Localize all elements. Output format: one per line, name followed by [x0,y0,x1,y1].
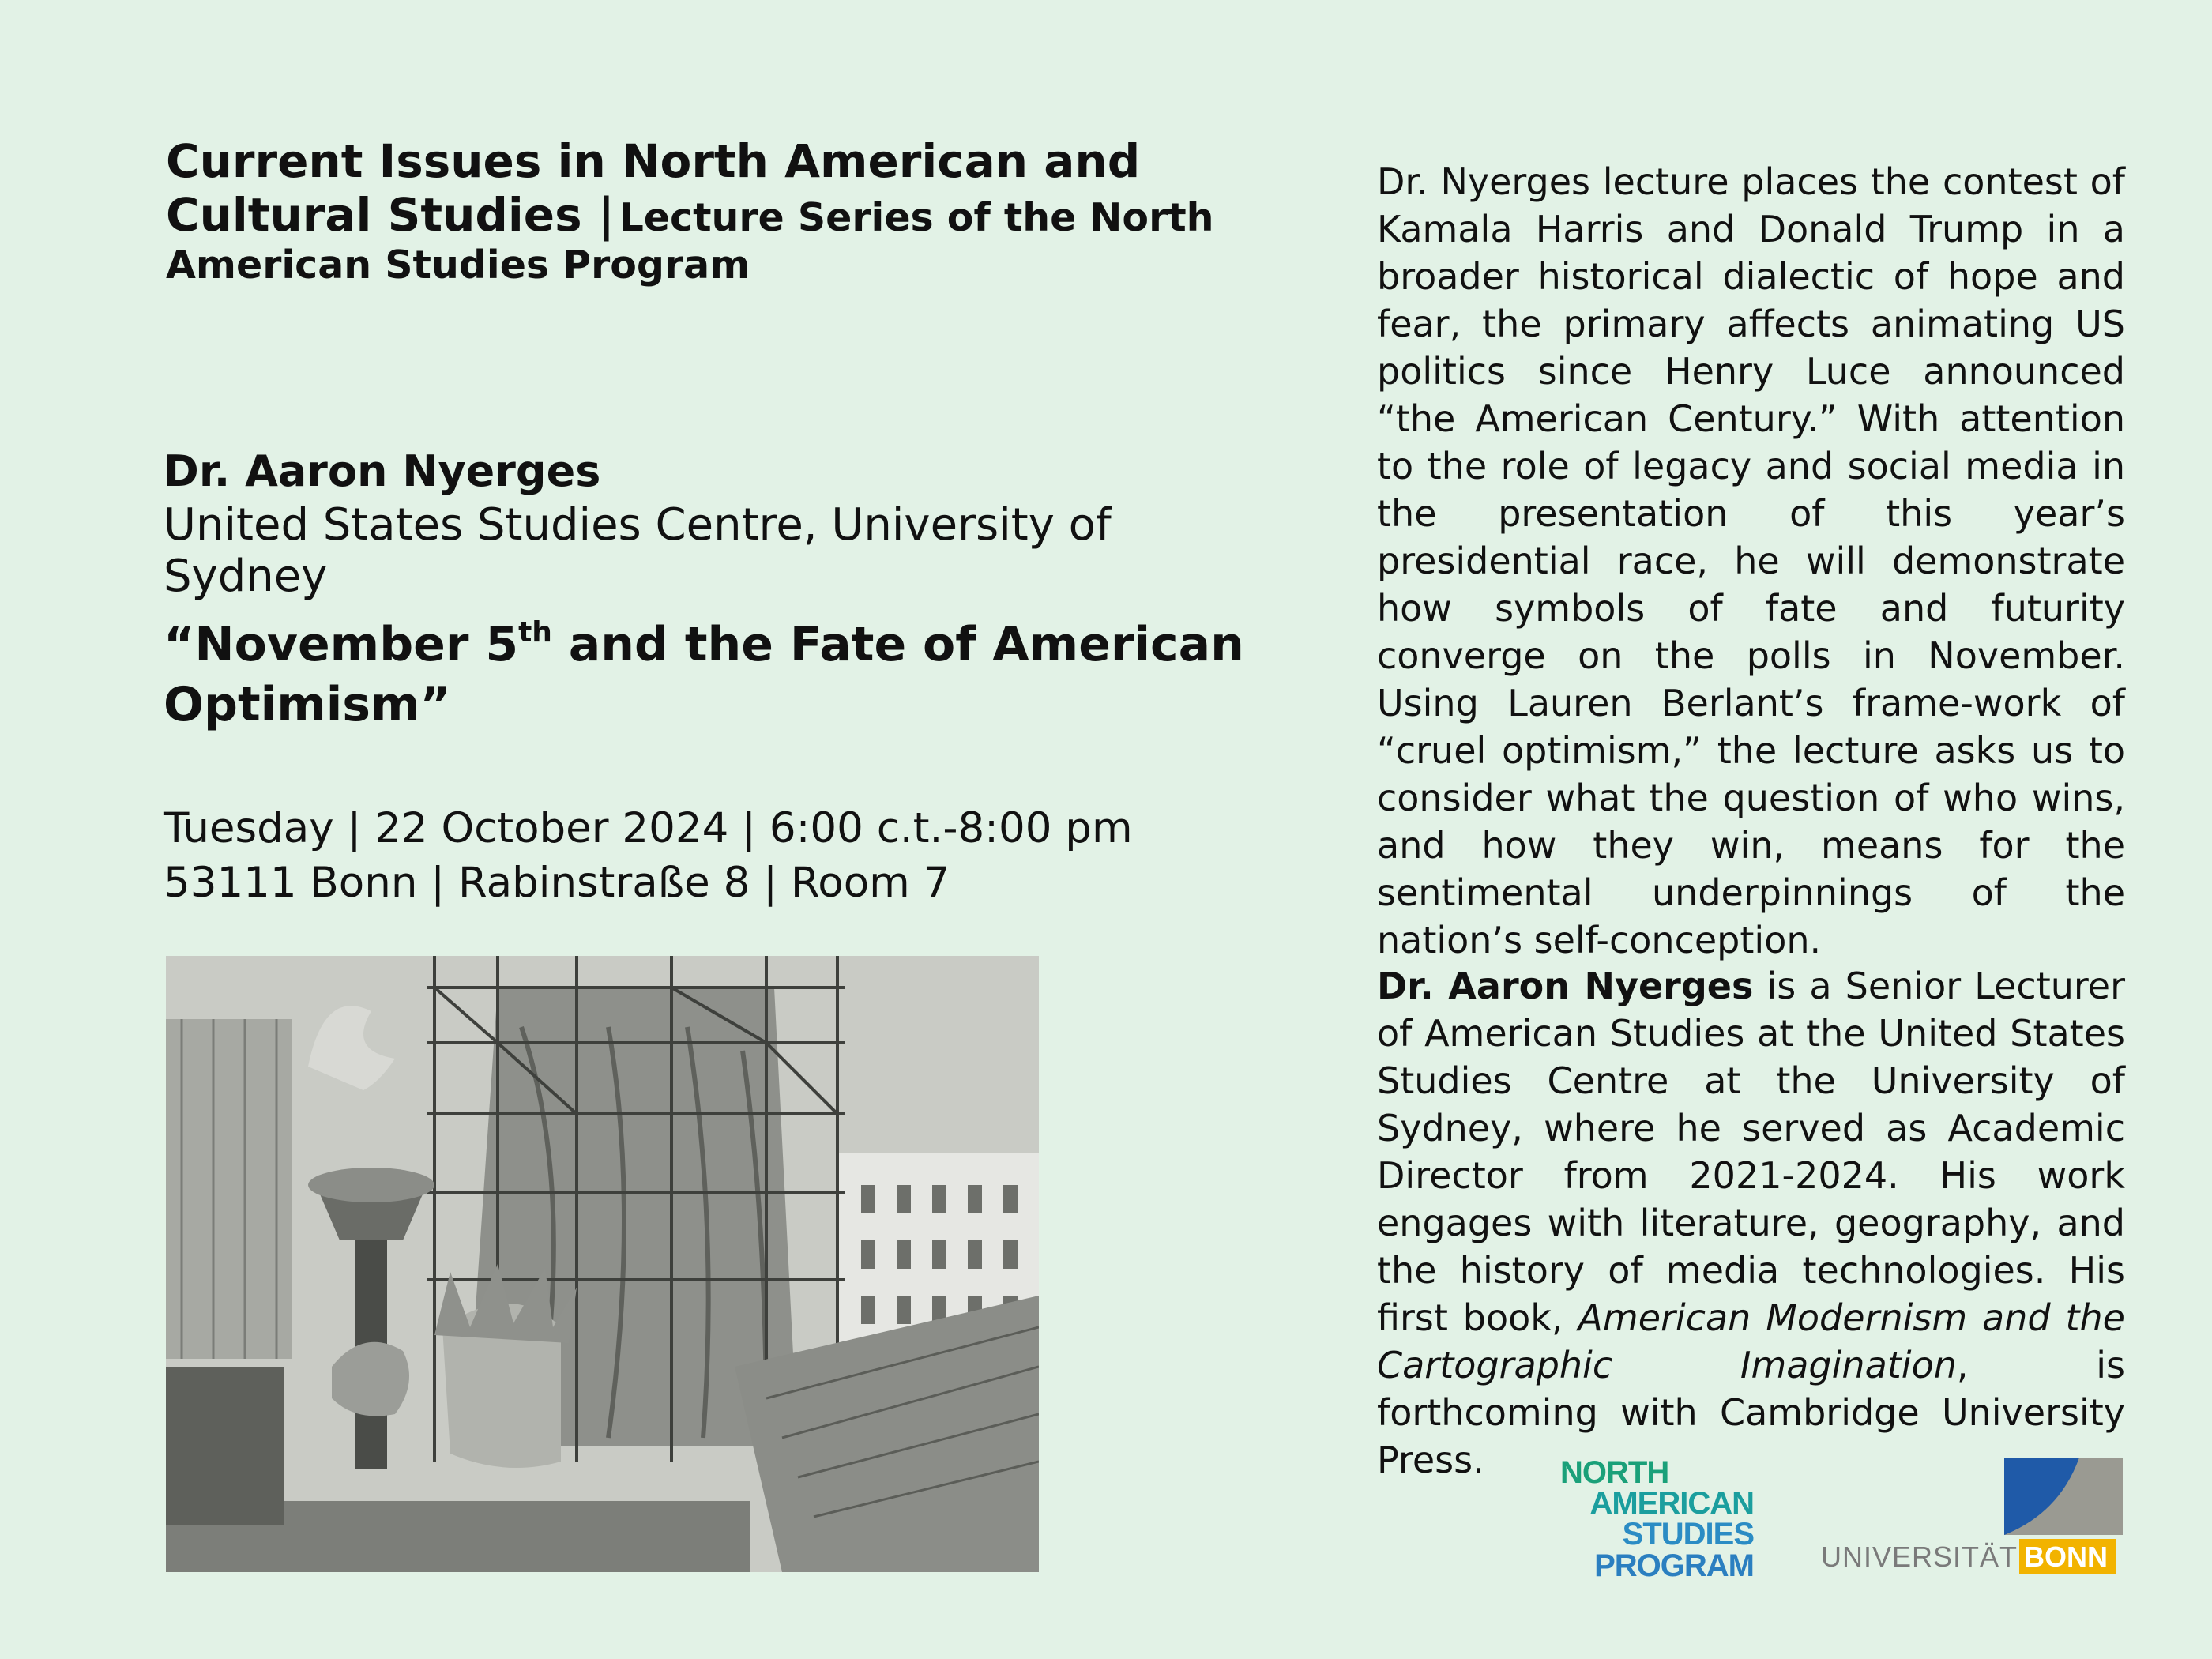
nasp-logo-line-4: PROGRAM [1594,1548,1754,1583]
university-bonn-wordmark [1821,1540,2116,1574]
speaker-name: Dr. Aaron Nyerges [164,446,601,496]
bio-speaker-name: Dr. Aaron Nyerges [1377,965,1754,1007]
series-title [166,134,1224,288]
photo-illustration [166,956,1039,1572]
speaker-bio [1377,962,2125,1484]
series-subtitle: Lecture Series of the North American Studies Program [166,195,1214,288]
university-bonn-mark-icon [2004,1458,2123,1535]
talk-title-part2: and the Fate of American Optimism” [164,617,1244,733]
series-title-main: Current Issues in North American and Cultural Studies | [166,134,1141,243]
bio-book-title: American Modernism and the Cartographic Imagination [1377,1296,2125,1387]
talk-title [164,615,1254,735]
north-american-studies-program-logo [1560,1455,1754,1583]
nasp-logo-line-2: AMERICAN [1589,1486,1754,1522]
bonn-logo-universitat: UNIVERSITÄT [1821,1540,2018,1573]
nasp-logo-line-1: NORTH [1560,1455,1669,1490]
bio-text-1: is a Senior Lecturer of American Studies at the United States Studies Centre at the University of Sydney, where he served as Academic Director from 2021-2024. His work engages with literature, geography, and the history of media technologies. His first book, [1377,965,2125,1340]
talk-title-superscript: th [518,616,552,649]
event-location: 53111 Bonn | Rabinstraße 8 | Room 7 [164,858,950,907]
bonn-logo-bonn: BONN [2019,1539,2116,1574]
talk-title-part1: “November 5 [164,617,519,672]
university-bonn-logo [1821,1458,2121,1572]
speaker-affiliation: United States Studies Centre, University of Sydney [164,499,1112,602]
nasp-logo-line-3: STUDIES [1622,1517,1754,1552]
bio-text-2: , is forthcoming with Cambridge University Press. [1377,1344,2125,1482]
event-datetime: Tuesday | 22 October 2024 | 6:00 c.t.-8:00 pm [164,804,1133,852]
lecture-abstract: Dr. Nyerges lecture places the contest of Kamala Harris and Donald Trump in a broader historical dialectic of hope and fear, the primary affects animating US politics since Henry Luce announced “the American Century.” With attention to the role of legacy and social media in the presentation of this year’s presidential race, he will demonstrate how symbols of fate and futurity converge on the polls in November. Using Lauren Berlant’s frame-work of “cruel optimism,” the lecture asks us to consider what the question of who wins, and how they win, means for the sentimental underpinnings of the nation’s self-conception. [1377,160,2125,962]
speaker-block [164,446,1270,602]
event-info [164,802,1133,911]
statue-of-liberty-photo [166,956,1039,1572]
